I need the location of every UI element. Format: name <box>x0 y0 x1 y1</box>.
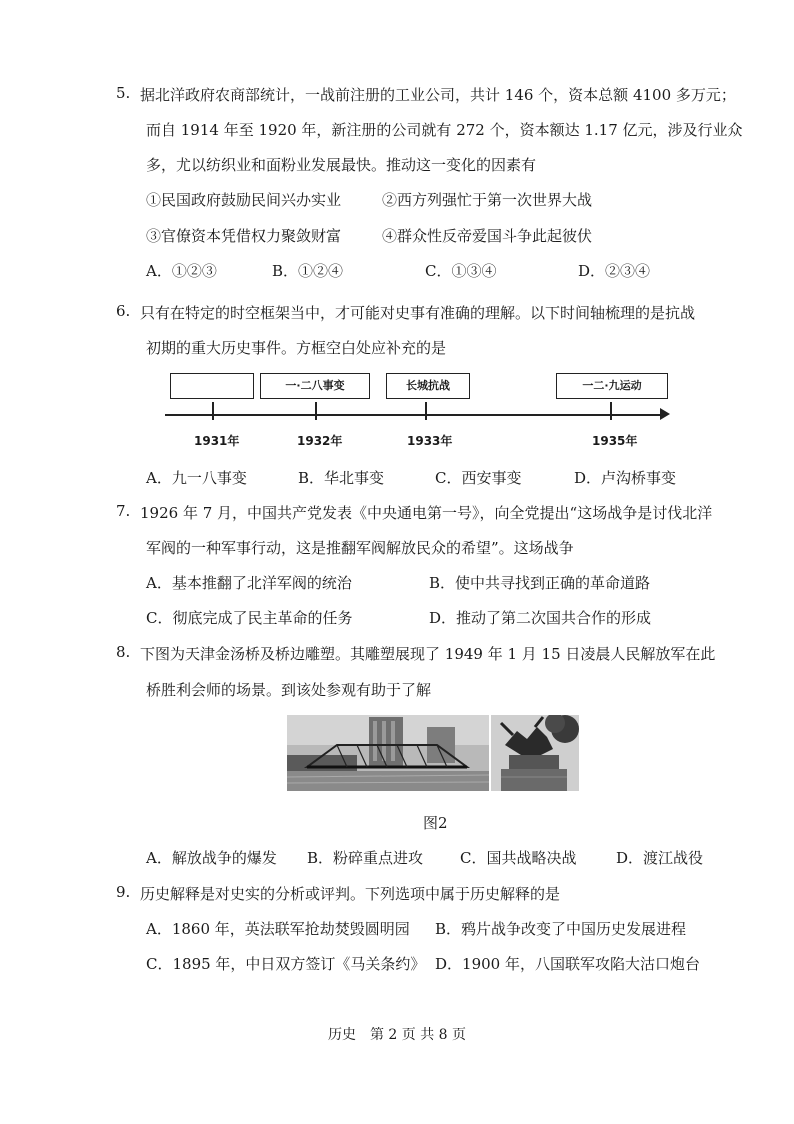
option-c[interactable]: C．西安事变 <box>435 469 522 487</box>
sculpture-photo <box>491 715 579 791</box>
option-d[interactable]: D．②③④ <box>578 262 651 280</box>
question-text: 多，尤以纺织业和面粉业发展最快。推动这一变化的因素有 <box>146 156 537 174</box>
bridge-photo <box>287 715 489 791</box>
timeline-tick <box>610 402 612 420</box>
option-a[interactable]: A．①②③ <box>146 262 217 280</box>
timeline-year: 1931年 <box>194 434 240 448</box>
page-footer: 历史 第 2 页 共 8 页 <box>327 1027 467 1043</box>
question-text: 只有在特定的时空框架当中，才可能对史事有准确的理解。以下时间轴梳理的是抗战 <box>140 304 696 322</box>
statement-item: ③官僚资本凭借权力聚敛财富 <box>146 227 342 245</box>
figure-caption: 图2 <box>423 814 448 832</box>
option-b[interactable]: B．鸦片战争改变了中国历史发展进程 <box>435 920 687 938</box>
timeline-tick <box>212 402 214 420</box>
timeline-year: 1932年 <box>297 434 343 448</box>
option-d[interactable]: D．卢沟桥事变 <box>574 469 677 487</box>
option-a[interactable]: A．基本推翻了北洋军阀的统治 <box>146 574 352 592</box>
option-a[interactable]: A．解放战争的爆发 <box>146 849 277 867</box>
question-number: 5. <box>116 84 131 102</box>
timeline-axis <box>165 414 665 416</box>
question-text: 初期的重大历史事件。方框空白处应补充的是 <box>146 339 447 357</box>
statement-item: ②西方列强忙于第一次世界大战 <box>382 191 593 209</box>
option-b[interactable]: B．①②④ <box>272 262 344 280</box>
timeline-year: 1933年 <box>407 434 453 448</box>
question-text: 而自 1914 年至 1920 年，新注册的公司就有 272 个，资本额达 1.17 亿元，涉及行业众 <box>146 121 743 139</box>
question-number: 7. <box>116 502 131 520</box>
timeline-tick <box>315 402 317 420</box>
question-text: 军阀的一种军事行动，这是推翻军阀解放民众的希望”。这场战争 <box>146 539 574 557</box>
question-text: 下图为天津金汤桥及桥边雕塑。其雕塑展现了 1949 年 1 月 15 日凌晨人民解放军在此 <box>140 645 716 663</box>
question-text: 桥胜利会师的场景。到该处参观有助于了解 <box>146 681 432 699</box>
timeline-blank-box <box>170 373 254 399</box>
option-b[interactable]: B．使中共寻找到正确的革命道路 <box>429 574 651 592</box>
option-d[interactable]: D．渡江战役 <box>616 849 704 867</box>
timeline-box: 一·二八事变 <box>260 373 370 399</box>
option-c[interactable]: C．彻底完成了民主革命的任务 <box>146 609 353 627</box>
option-b[interactable]: B．粉碎重点进攻 <box>307 849 424 867</box>
option-d[interactable]: D．1900 年，八国联军攻陷大沽口炮台 <box>435 955 700 973</box>
timeline-box: 长城抗战 <box>386 373 470 399</box>
question-text: 历史解释是对史实的分析或评判。下列选项中属于历史解释的是 <box>140 885 561 903</box>
option-a[interactable]: A．九一八事变 <box>146 469 247 487</box>
timeline-year: 1935年 <box>592 434 638 448</box>
statement-item: ①民国政府鼓励民间兴办实业 <box>146 191 342 209</box>
option-c[interactable]: C．1895 年，中日双方签订《马关条约》 <box>146 955 426 973</box>
option-b[interactable]: B．华北事变 <box>298 469 385 487</box>
question-number: 8. <box>116 643 131 661</box>
question-number: 6. <box>116 302 131 320</box>
question-text: 据北洋政府农商部统计，一战前注册的工业公司，共计 146 个，资本总额 4100 多万元； <box>140 86 736 104</box>
option-a[interactable]: A．1860 年，英法联军抢劫焚毁圆明园 <box>146 920 410 938</box>
statement-item: ④群众性反帝爱国斗争此起彼伏 <box>382 227 593 245</box>
question-text: 1926 年 7 月，中国共产党发表《中央通电第一号》，向全党提出“这场战争是讨伐北洋 <box>140 504 713 522</box>
timeline-box: 一二·九运动 <box>556 373 668 399</box>
timeline-tick <box>425 402 427 420</box>
option-d[interactable]: D．推动了第二次国共合作的形成 <box>429 609 652 627</box>
arrow-right-icon <box>660 408 670 420</box>
option-c[interactable]: C．①③④ <box>425 262 497 280</box>
question-number: 9. <box>116 883 131 901</box>
option-c[interactable]: C．国共战略决战 <box>460 849 577 867</box>
